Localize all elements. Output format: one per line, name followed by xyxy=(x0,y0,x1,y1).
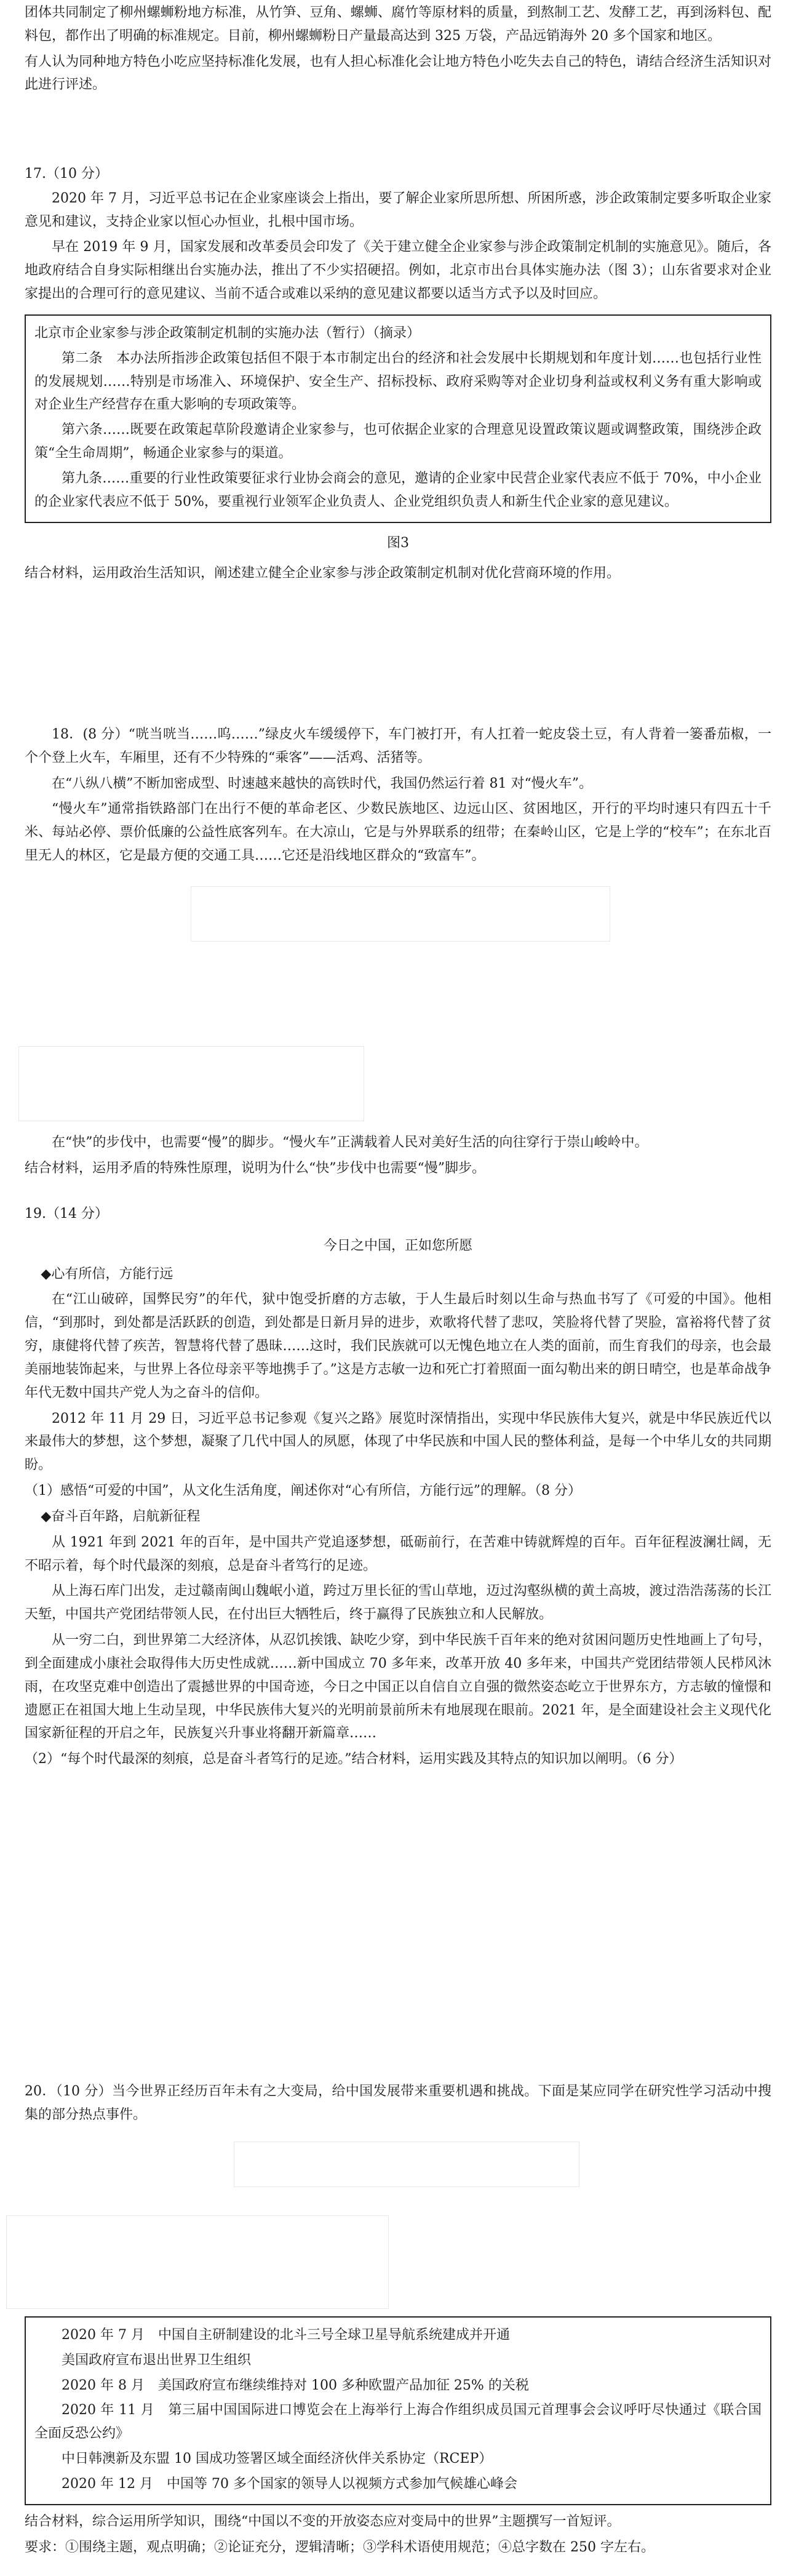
question-prompt: 结合材料，运用政治生活知识，阐述建立健全企业家参与涉企政策制定机制对优化营商环境的作用。 xyxy=(25,566,621,582)
events-box xyxy=(25,2316,771,2505)
excerpt-article: 第二条 本办法所指涉企政策包括但不限于本市制定出台的经济和社会发展中长期规划和年度计划……也包括行业性的发展规划……特别是市场准入、环境保护、安全生产、招标投标、政府采购等对企业切身利益或权利义务有重大影响或对企业生产经营存在重大影响的专项政策等。 xyxy=(34,350,762,413)
material-paragraph: 在“江山破碎，国弊民穷”的年代，狱中饱受折磨的方志敏，于人生最后时刻以生命与热血书写了《可爱的中国》。他相信，“到那时，到处都是活跃跃的创造，到处都是日新月异的进步，欢歌将代替了悲叹，笑脸将代替了哭脸，富裕将代替了贫穷，康健将代替了疾苦，智慧将代替了愚昧……这时，我们民族就可以无愧色地立在人类的面前，而生育我们的母亲，也会最美丽地装饰起来，与世界上各位母亲平等地携手了。”这是方志敏一边和死亡打着照面一面勾勒出来的朗日晴空，也是革命战争年代无数中国共产党人为之奋斗的信仰。 xyxy=(25,1292,771,1401)
answer-requirements: 要求：①围绕主题，观点明确；②论证充分，逻辑清晰；③学科术语使用规范；④总字数在 250 字左右。 xyxy=(25,2539,655,2555)
blank-placeholder xyxy=(18,1046,364,1121)
blank-placeholder xyxy=(191,886,610,942)
question-prompt: 有人认为同种地方特色小吃应坚持标准化发展，也有人担心标准化会让地方特色小吃失去自己的特色，请结合经济生活知识对此进行评述。 xyxy=(25,54,771,93)
material-paragraph: 从一穷二白，到世界第二大经济体，从忍饥挨饿、缺吃少穿，到中华民族千百年来的绝对贫困问题历史性地画上了句号，到全面建成小康社会取得伟大历史性成就……新中国成立 70 多年来，改革开放 40 多年来，中国共产党团结带领人民栉风沐雨，在攻坚克难中创造出了震撼世界的中国奇迹，今日之中国正以自信自立自强的微然姿态屹立于世界东方，方志敏的憧憬和遗愿正在祖国大地上生动呈现，中华民族伟大复兴的光明前景前所未有地展现在眼前。2021 年，是全面建设社会主义现代化国家新征程的开启之年，民族复兴升事业将翻开新篇章…… xyxy=(25,1633,771,1742)
material-paragraph: 团体共同制定了柳州螺蛳粉地方标准，从竹笋、豆角、螺蛳、腐竹等原材料的质量，到熬制工艺、发酵工艺，再到汤料包、配料包，都作出了明确的标准规定。目前，柳州螺蛳粉日产量最高达到 325 万袋，产品远销海外 20 多个国家和地区。 xyxy=(25,5,771,44)
excerpt-title: 北京市企业家参与涉企政策制定机制的实施办法（暂行）（摘录） xyxy=(34,325,421,341)
question-20-events xyxy=(0,2316,796,2561)
material-paragraph: 在“快”的步伐中，也需要“慢”的脚步。“慢火车”正满载着人民对美好生活的向往穿行于崇山峻岭中。 xyxy=(52,1135,648,1150)
question-20 xyxy=(0,2080,796,2129)
material-paragraph: 从 1921 年到 2021 年的百年，是中国共产党追逐梦想，砥砺前行，在苦难中铸就辉煌的百年。百年征程波澜壮阔，无不昭示着，每个时代最深的刻痕，总是奋斗者笃行的足迹。 xyxy=(25,1534,771,1574)
material-paragraph: 在“八纵八横”不断加密成型、时速越来越快的高铁时代，我国仍然运行着 81 对“慢火车”。 xyxy=(52,775,592,791)
blank-placeholder xyxy=(234,2142,579,2187)
question-17 xyxy=(0,159,796,588)
material-paragraph: 2012 年 11 月 29 日，习近平总书记参观《复兴之路》展览时深情指出，实现中华民族伟大复兴，就是中华民族近代以来最伟大的梦想，这个梦想，凝聚了几代中国人的夙愿，体现了中华民族和中国人民的整体利益，是每一个中华儿女的共同期盼。 xyxy=(25,1410,771,1473)
figure-caption: 图3 xyxy=(387,535,409,551)
excerpt-article: 第九条……重要的行业性政策要征求行业协会商会的意见，邀请的企业家中民营企业家代表应不低于 70%，中小企业的企业家代表应不低于 50%，要重视行业领军企业负责人、企业党组织负责人和新生代企业家的意见建议。 xyxy=(34,470,762,510)
material-paragraph: 18．(8 分）“咣当咣当……呜……”绿皮火车缓缓停下，车门被打开，有人扛着一蛇皮袋土豆，有人背着一篓番茄椒，一个个登上火车，车厢里，还有不少特殊的“乘客”——活鸡、活猪等。 xyxy=(25,727,771,766)
subheading: 心有所信，方能行远 xyxy=(51,1266,173,1282)
material-paragraph: 2020 年 7 月，习近平总书记在企业家座谈会上指出，要了解企业家所思所想、所困所惑，涉企政策制定要多听取企业家意见和建议，支持企业家以恒心办恒业，扎根中国市场。 xyxy=(25,190,771,230)
diamond-icon xyxy=(41,1266,51,1282)
event-item: 美国政府宣布退出世界卫生组织 xyxy=(62,2352,252,2368)
material-paragraph: 从上海石库门出发，走过赣南闽山魏岷小道，跨过万里长征的雪山草地，迈过沟壑纵横的黄土高坡，渡过浩浩荡荡的长江天堑，中国共产党团结带领人民，在付出巨大牺牲后，终于赢得了民族独立和人民解放。 xyxy=(25,1583,771,1623)
top-block xyxy=(0,1,796,99)
question-prompt: 结合材料，综合运用所学知识，围绕“中国以不变的开放姿态应对变局中的世界”主题撰写一首短评。 xyxy=(25,2513,621,2529)
material-paragraph: 早在 2019 年 9 月，国家发展和改革委员会印发了《关于建立健全企业家参与涉企政策制定机制的实施意见》。随后，各地政府结合自身实际相继出台实施办法，推出了不少实招硬招。例如，北京市出台具体实施办法（图 3）；山东省要求对企业家提出的合理可行的意见建议、当前不适合或难以采纳的意见建议都要以适当方式予以及时回应。 xyxy=(25,239,771,302)
event-item: 2020 年 8 月 美国政府宣布继续维持对 100 多种欧盟产品加征 25% 的关税 xyxy=(62,2377,529,2393)
question-prompt: （2）“每个时代最深的刻痕，总是奋斗者笃行的足迹。”结合材料，运用实践及其特点的知识加以阐明。（6 分） xyxy=(25,1751,683,1767)
blank-placeholder xyxy=(6,2215,389,2309)
subheading: 奋斗百年路，启航新征程 xyxy=(51,1508,201,1524)
section-title: 今日之中国，正如您所愿 xyxy=(323,1238,472,1254)
event-item: 2020 年 11 月 第三届中国国际进口博览会在上海举行上海合作组织成员国元首理事会会议呼吁尽快通过《联合国全面反恐公约》 xyxy=(34,2402,762,2442)
question-prompt: 结合材料，运用矛盾的特殊性原理，说明为什么“快”步伐中也需要“慢”脚步。 xyxy=(25,1160,485,1176)
question-18-continued xyxy=(0,1131,796,1183)
policy-excerpt-box xyxy=(25,314,771,523)
event-item: 2020 年 7 月 中国自主研制建设的北斗三号全球卫星导航系统建成并开通 xyxy=(62,2327,510,2343)
excerpt-article: 第六条……既要在政策起草阶段邀请企业家参与，也可依据企业家的合理意见设置政策议题或调整政策，围绕涉企政策“全生命周期”，畅通企业家参与的渠道。 xyxy=(34,422,762,462)
question-19 xyxy=(0,1199,796,1774)
event-item: 2020 年 12 月 中国等 70 多个国家的领导人以视频方式参加气候雄心峰会 xyxy=(62,2476,517,2492)
material-paragraph: “慢火车”通常指铁路部门在出行不便的革命老区、少数民族地区、边远山区、贫困地区，开行的平均时速只有四五十千米、每站必停、票价低廉的公益性底客列车。在大凉山，它是与外界联系的纽带；在秦岭山区，它是上学的“校车”；在东北百里无人的林区，它是最方便的交通工具……它还是沿线地区群众的“致富车”。 xyxy=(25,801,771,864)
diamond-icon xyxy=(41,1509,51,1524)
question-prompt: （1）感悟“可爱的中国”，从文化生活角度，阐述你对“心有所信，方能行远”的理解。（8 分） xyxy=(25,1483,581,1499)
event-item: 中日韩澳新及东盟 10 国成功签署区域全面经济伙伴关系协定（RCEP） xyxy=(62,2451,493,2467)
question-18 xyxy=(0,723,796,870)
question-number: 19.（14 分） xyxy=(25,1206,108,1222)
question-number: 17.（10 分） xyxy=(25,166,108,182)
question-number: 20．（10 分）当今世界正经历百年未有之大变局，给中国发展带来重要机遇和挑战。下面是某应同学在研究性学习活动中搜集的部分热点事件。 xyxy=(25,2084,771,2122)
